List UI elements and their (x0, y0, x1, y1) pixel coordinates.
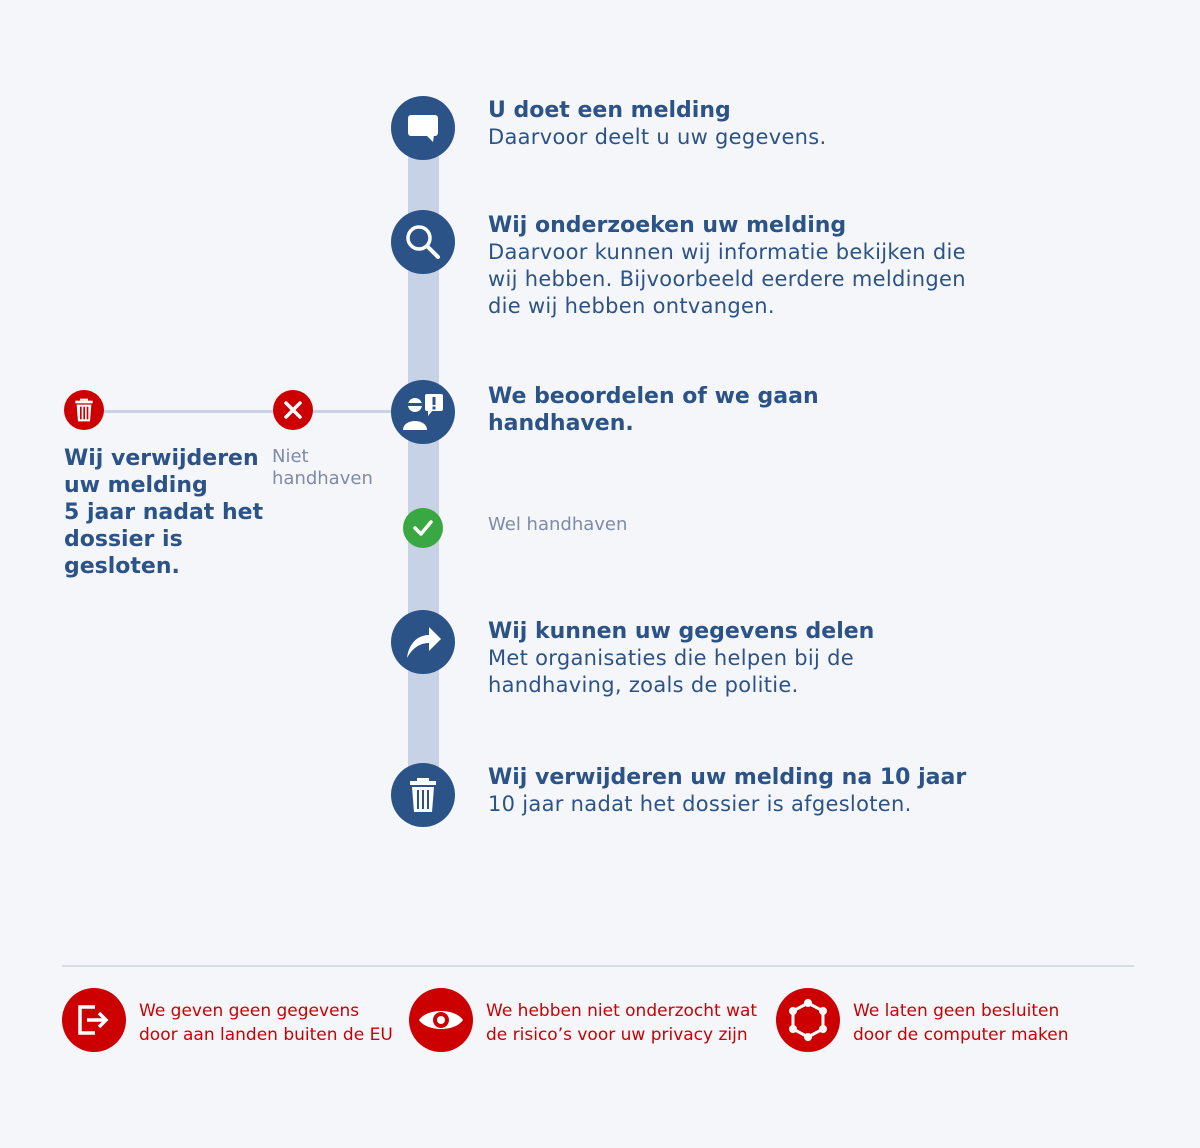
step-4-text (488, 618, 874, 699)
branch-no-result-text: Wij verwijderen uw melding 5 jaar nadat het dossier is gesloten. (64, 446, 264, 579)
step-2-title: Wij onderzoeken uw melding (488, 213, 847, 238)
step-1-text (488, 97, 827, 151)
footer-item-2-text: We hebben niet onderzocht wat de risico’s voor uw privacy zijn (486, 1001, 758, 1045)
step-3-text (488, 383, 819, 437)
step-5-text (488, 764, 966, 818)
footer-divider (62, 965, 1134, 967)
step-2-text (488, 212, 966, 320)
step-2-desc: Daarvoor kunnen wij informatie bekijken die wij hebben. Bijvoorbeeld eerdere meldingen die wij hebben ontvangen. (488, 240, 966, 318)
network-icon (776, 988, 840, 1052)
check-icon (403, 508, 443, 548)
step-4-desc: Met organisaties die helpen bij de handhaving, zoals de politie. (488, 646, 854, 697)
trash-icon (64, 390, 104, 430)
step-4-title: Wij kunnen uw gegevens delen (488, 619, 875, 644)
step-1-title: U doet een melding (488, 98, 731, 123)
chat-bubble-icon (391, 96, 455, 160)
branch-yes-label: Wel handhaven (488, 514, 628, 535)
step-5-title: Wij verwijderen uw melding na 10 jaar (488, 765, 967, 790)
trash-icon (391, 763, 455, 827)
step-3-title: We beoordelen of we gaan handhaven. (488, 384, 819, 436)
cross-icon (273, 390, 313, 430)
step-5-desc: 10 jaar nadat het dossier is afgesloten. (488, 792, 912, 816)
eye-icon (409, 988, 473, 1052)
assessor-icon (391, 380, 455, 444)
branch-connector-line (85, 410, 415, 413)
step-1-desc: Daarvoor deelt u uw gegevens. (488, 125, 827, 149)
export-icon (62, 988, 126, 1052)
branch-no-label: Niet handhaven (272, 446, 373, 489)
footer-item-1-text: We geven geen gegevens door aan landen buiten de EU (139, 1001, 393, 1045)
footer-item-3-text: We laten geen besluiten door de computer maken (853, 1001, 1069, 1045)
magnifier-icon (391, 210, 455, 274)
share-arrow-icon (391, 610, 455, 674)
